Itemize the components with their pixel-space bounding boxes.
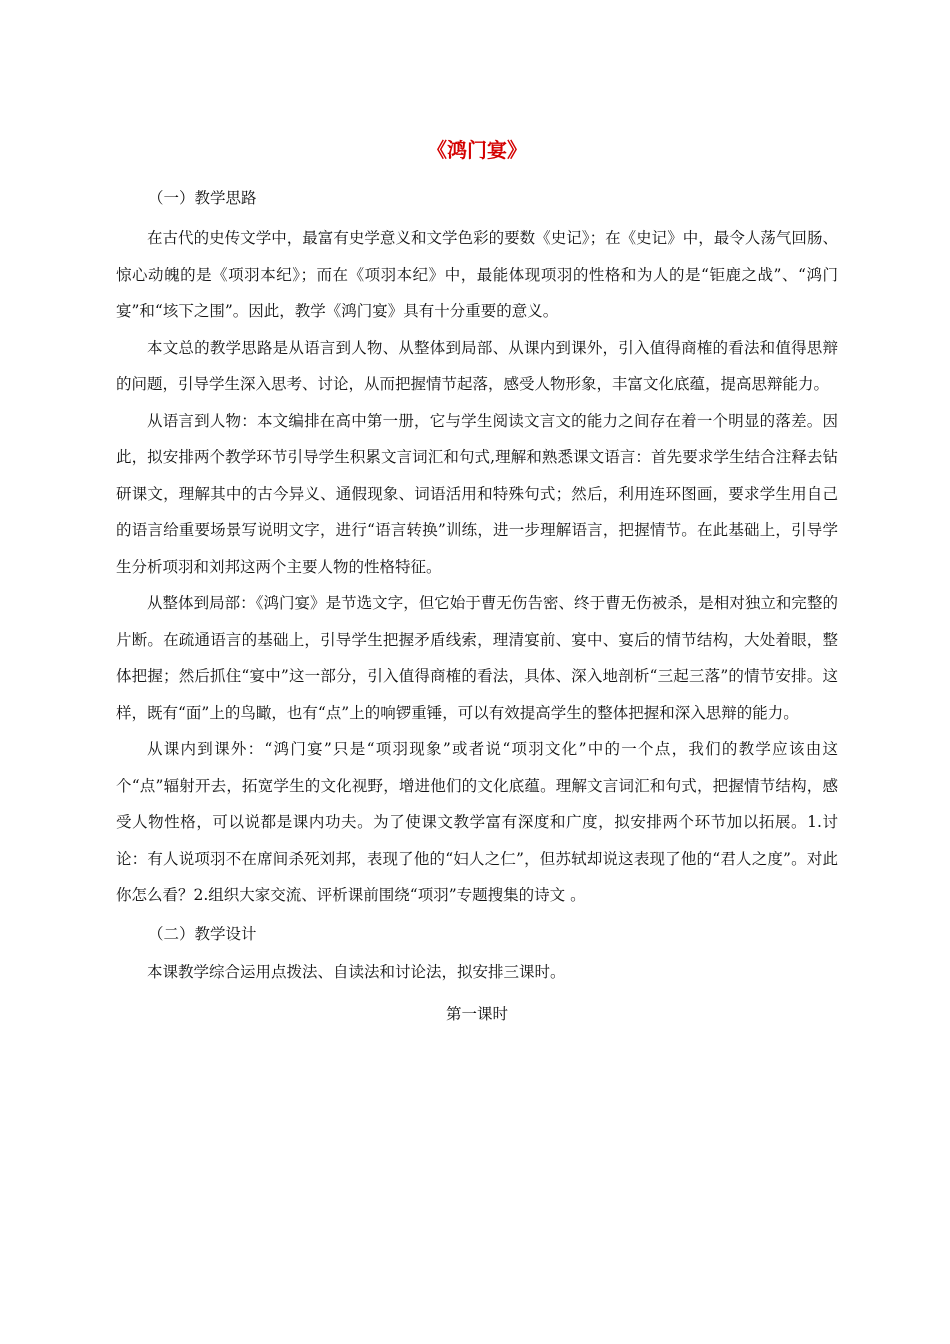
lesson-label: 第一课时 [445, 1004, 508, 1023]
paragraph-overall-approach: 本文总的教学思路是从语言到人物、从整体到局部、从课内到课外，引入值得商榷的看法和值得思辩的问题，引导学生深入思考、讨论，从而把握情节起落，感受人物形象，丰富文化底蕴，提高思辩能力。 [116, 338, 838, 393]
paragraph-language-to-character: 从语言到人物：本文编排在高中第一册，它与学生阅读文言文的能力之间存在着一个明显的落差。因此，拟安排两个教学环节引导学生积累文言词汇和句式,理解和熟悉课文语言：首先要求学生结合注释去钻研课文，理解其中的古今异义、通假现象、词语活用和特殊句式；然后，利用连环图画，要求学生用自己的语言给重要场景写说明文字，进行“语言转换”训练，进一步理解语言，把握情节。在此基础上，引导学生分析项羽和刘邦这两个主要人物的性格特征。 [116, 411, 838, 576]
paragraph-whole-to-part: 从整体到局部：《鸿门宴》是节选文字，但它始于曹无伤告密、终于曹无伤被杀，是相对独立和完整的片断。在疏通语言的基础上，引导学生把握矛盾线索，理清宴前、宴中、宴后的情节结构，大处着眼，整体把握；然后抓住“宴中”这一部分，引入值得商榷的看法，具体、深入地剖析“三起三落”的情节安排。这样，既有“面”上的鸟瞰，也有“点”上的响锣重锤，可以有效提高学生的整体把握和深入思辩的能力。 [116, 594, 838, 722]
section-heading-teaching-design: （二）教学设计 [148, 924, 257, 943]
document-title: 《鸿门宴》 [427, 138, 527, 162]
paragraph-intro: 在古代的史传文学中，最富有史学意义和文学色彩的要数《史记》；在《史记》中，最令人荡气回肠、惊心动魄的是《项羽本纪》；而在《项羽本纪》中，最能体现项羽的性格和为人的是“钜鹿之战”、“鸿门宴”和“垓下之围”。因此，教学《鸿门宴》具有十分重要的意义。 [116, 229, 838, 320]
section-heading-teaching-approach: （一）教学思路 [148, 189, 257, 207]
paragraph-in-class-to-out-class: 从课内到课外：“鸿门宴”只是“项羽现象”或者说“项羽文化”中的一个点，我们的教学应该由这个“点”辐射开去，拓宽学生的文化视野，增进他们的文化底蕴。理解文言词汇和句式，把握情节结构，感受人物性格，可以说都是课内功夫。为了使课文教学富有深度和广度，拟安排两个环节加以拓展。1.讨论：有人说项羽不在席间杀死刘邦，表现了他的“妇人之仁”，但苏轼却说这表现了他的“君人之度”。对此你怎么看？2.组织大家交流、评析课前围绕“项羽”专题搜集的诗文 。 [116, 740, 838, 904]
paragraph-design-summary: 本课教学综合运用点拨法、自读法和讨论法，拟安排三课时。 [147, 962, 566, 981]
